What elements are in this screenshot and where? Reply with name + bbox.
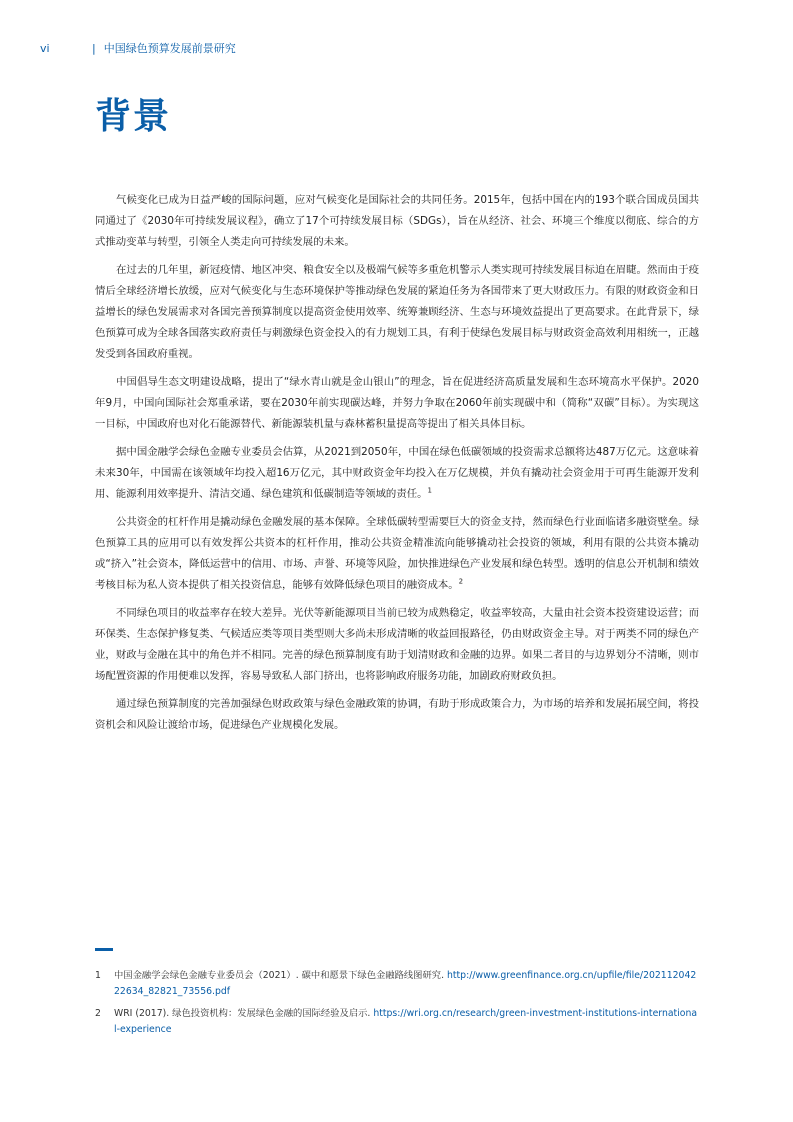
paragraph-3: 中国倡导生态文明建设战略，提出了“绿水青山就是金山银山”的理念，旨在促进经济高质量发展和生态环境高水平保护。2020年9月，中国向国际社会郑重承诺，要在2030年前实现碳达峰，并努力争取在2060年前实现碳中和（简称“双碳”目标）。为实现这一目标，中国政府也对化石能源替代、新能源装机量与森林蓄积量提高等提出了相关具体目标。 xyxy=(95,376,699,430)
paragraph-5 xyxy=(95,512,699,596)
footnote-ref-2[interactable]: 2 xyxy=(458,577,464,586)
paragraph-6: 不同绿色项目的收益率存在较大差异。光伏等新能源项目当前已较为成熟稳定，收益率较高，大量由社会资本投资建设运营；而环保类、生态保护修复类、气候适应类等项目类型则大多尚未形成清晰的收益回报路径，仍由财政资金主导。对于两类不同的绿色产业，财政与金融在其中的角色并不相同。完善的绿色预算制度有助于划清财政和金融的边界。如果二者目的与边界划分不清晰，则市场配置资源的作用便难以发挥，容易导致私人部门挤出，也将影响政府服务功能，加剧政府财政负担。 xyxy=(95,607,699,682)
page-title: 背景 xyxy=(95,96,172,137)
paragraph-5-text: 公共资金的杠杆作用是撬动绿色金融发展的基本保障。全球低碳转型需要巨大的资金支持，然而绿色行业面临诸多融资壁垒。绿色预算工具的应用可以有效发挥公共资本的杠杆作用，推动公共资金精准流向能够撬动社会投资的领域，利用有限的公共资本撬动或“挤入”社会资本，降低运营中的信用、市场、声誉、环境等风险，加快推进绿色产业发展和绿色转型。透明的信息公开机制和绩效考核目标为私人资本提供了相关投资信息，能够有效降低绿色项目的融资成本。 xyxy=(95,516,699,591)
footnote-body xyxy=(114,1006,699,1038)
paragraph-2: 在过去的几年里，新冠疫情、地区冲突、粮食安全以及极端气候等多重危机警示人类实现可持续发展目标迫在眉睫。然而由于疫情后全球经济增长放缓，应对气候变化与生态环境保护等推动绿色发展的紧迫任务为各国带来了更大财政压力。有限的财政资金和日益增长的绿色发展需求对各国完善预算制度以提高资金使用效率、统筹兼顾经济、生态与环境效益提出了更高要求。在此背景下，绿色预算可成为全球各国落实政府责任与刺激绿色资金投入的有力规划工具，有利于使绿色发展目标与财政资金高效利用相统一，正越发受到各国政府重视。 xyxy=(95,264,699,360)
footnote-text: WRI (2017). 绿色投资机构：发展绿色金融的国际经验及启示. xyxy=(114,1008,374,1019)
paragraph-4 xyxy=(95,442,699,505)
paragraph-1: 气候变化已成为日益严峻的国际问题，应对气候变化是国际社会的共同任务。2015年，包括中国在内的193个联合国成员国共同通过了《2030年可持续发展议程》，确立了17个可持续发展目标（SDGs），旨在从经济、社会、环境三个维度以彻底、综合的方式推动变革与转型，引领全人类走向可持续发展的未来。 xyxy=(95,194,699,248)
footnote-link[interactable]: http://www.greenfinance.org.cn/upfile/file/20211204222634_82821_73556.pdf xyxy=(114,970,697,997)
footnote-2 xyxy=(95,1006,699,1038)
paragraph-4-text: 据中国金融学会绿色金融专业委员会估算，从2021到2050年，中国在绿色低碳领域的投资需求总额将达487万亿元。这意味着未来30年，中国需在该领域年均投入超16万亿元，其中财政资金年均投入在万亿规模，并负有撬动社会资金用于可再生能源开发利用、能源利用效率提升、清洁交通、绿色建筑和低碳制造等领域的责任。 xyxy=(95,446,699,500)
footnote-number: 1 xyxy=(95,970,101,981)
running-header xyxy=(40,40,236,56)
paragraph-7: 通过绿色预算制度的完善加强绿色财政政策与绿色金融政策的协调，有助于形成政策合力，为市场的培养和发展拓展空间，将投资机会和风险让渡给市场，促进绿色产业规模化发展。 xyxy=(95,698,699,731)
body-text xyxy=(95,190,699,743)
footnote-link[interactable]: https://wri.org.cn/research/green-investment-institutions-international-experience xyxy=(114,1008,698,1035)
footnote-ref-1[interactable]: 1 xyxy=(427,486,432,495)
footnote-body xyxy=(114,968,699,1000)
footnotes xyxy=(95,968,699,1044)
header-separator: | xyxy=(92,41,96,55)
footnote-text: 中国金融学会绿色金融专业委员会（2021）. 碳中和愿景下绿色金融路线图研究. xyxy=(114,970,447,981)
footnote-1 xyxy=(95,968,699,1000)
page-number: vi xyxy=(40,41,50,55)
footnote-divider xyxy=(95,948,113,951)
running-title: 中国绿色预算发展前景研究 xyxy=(103,42,236,55)
footnote-number: 2 xyxy=(95,1008,101,1019)
